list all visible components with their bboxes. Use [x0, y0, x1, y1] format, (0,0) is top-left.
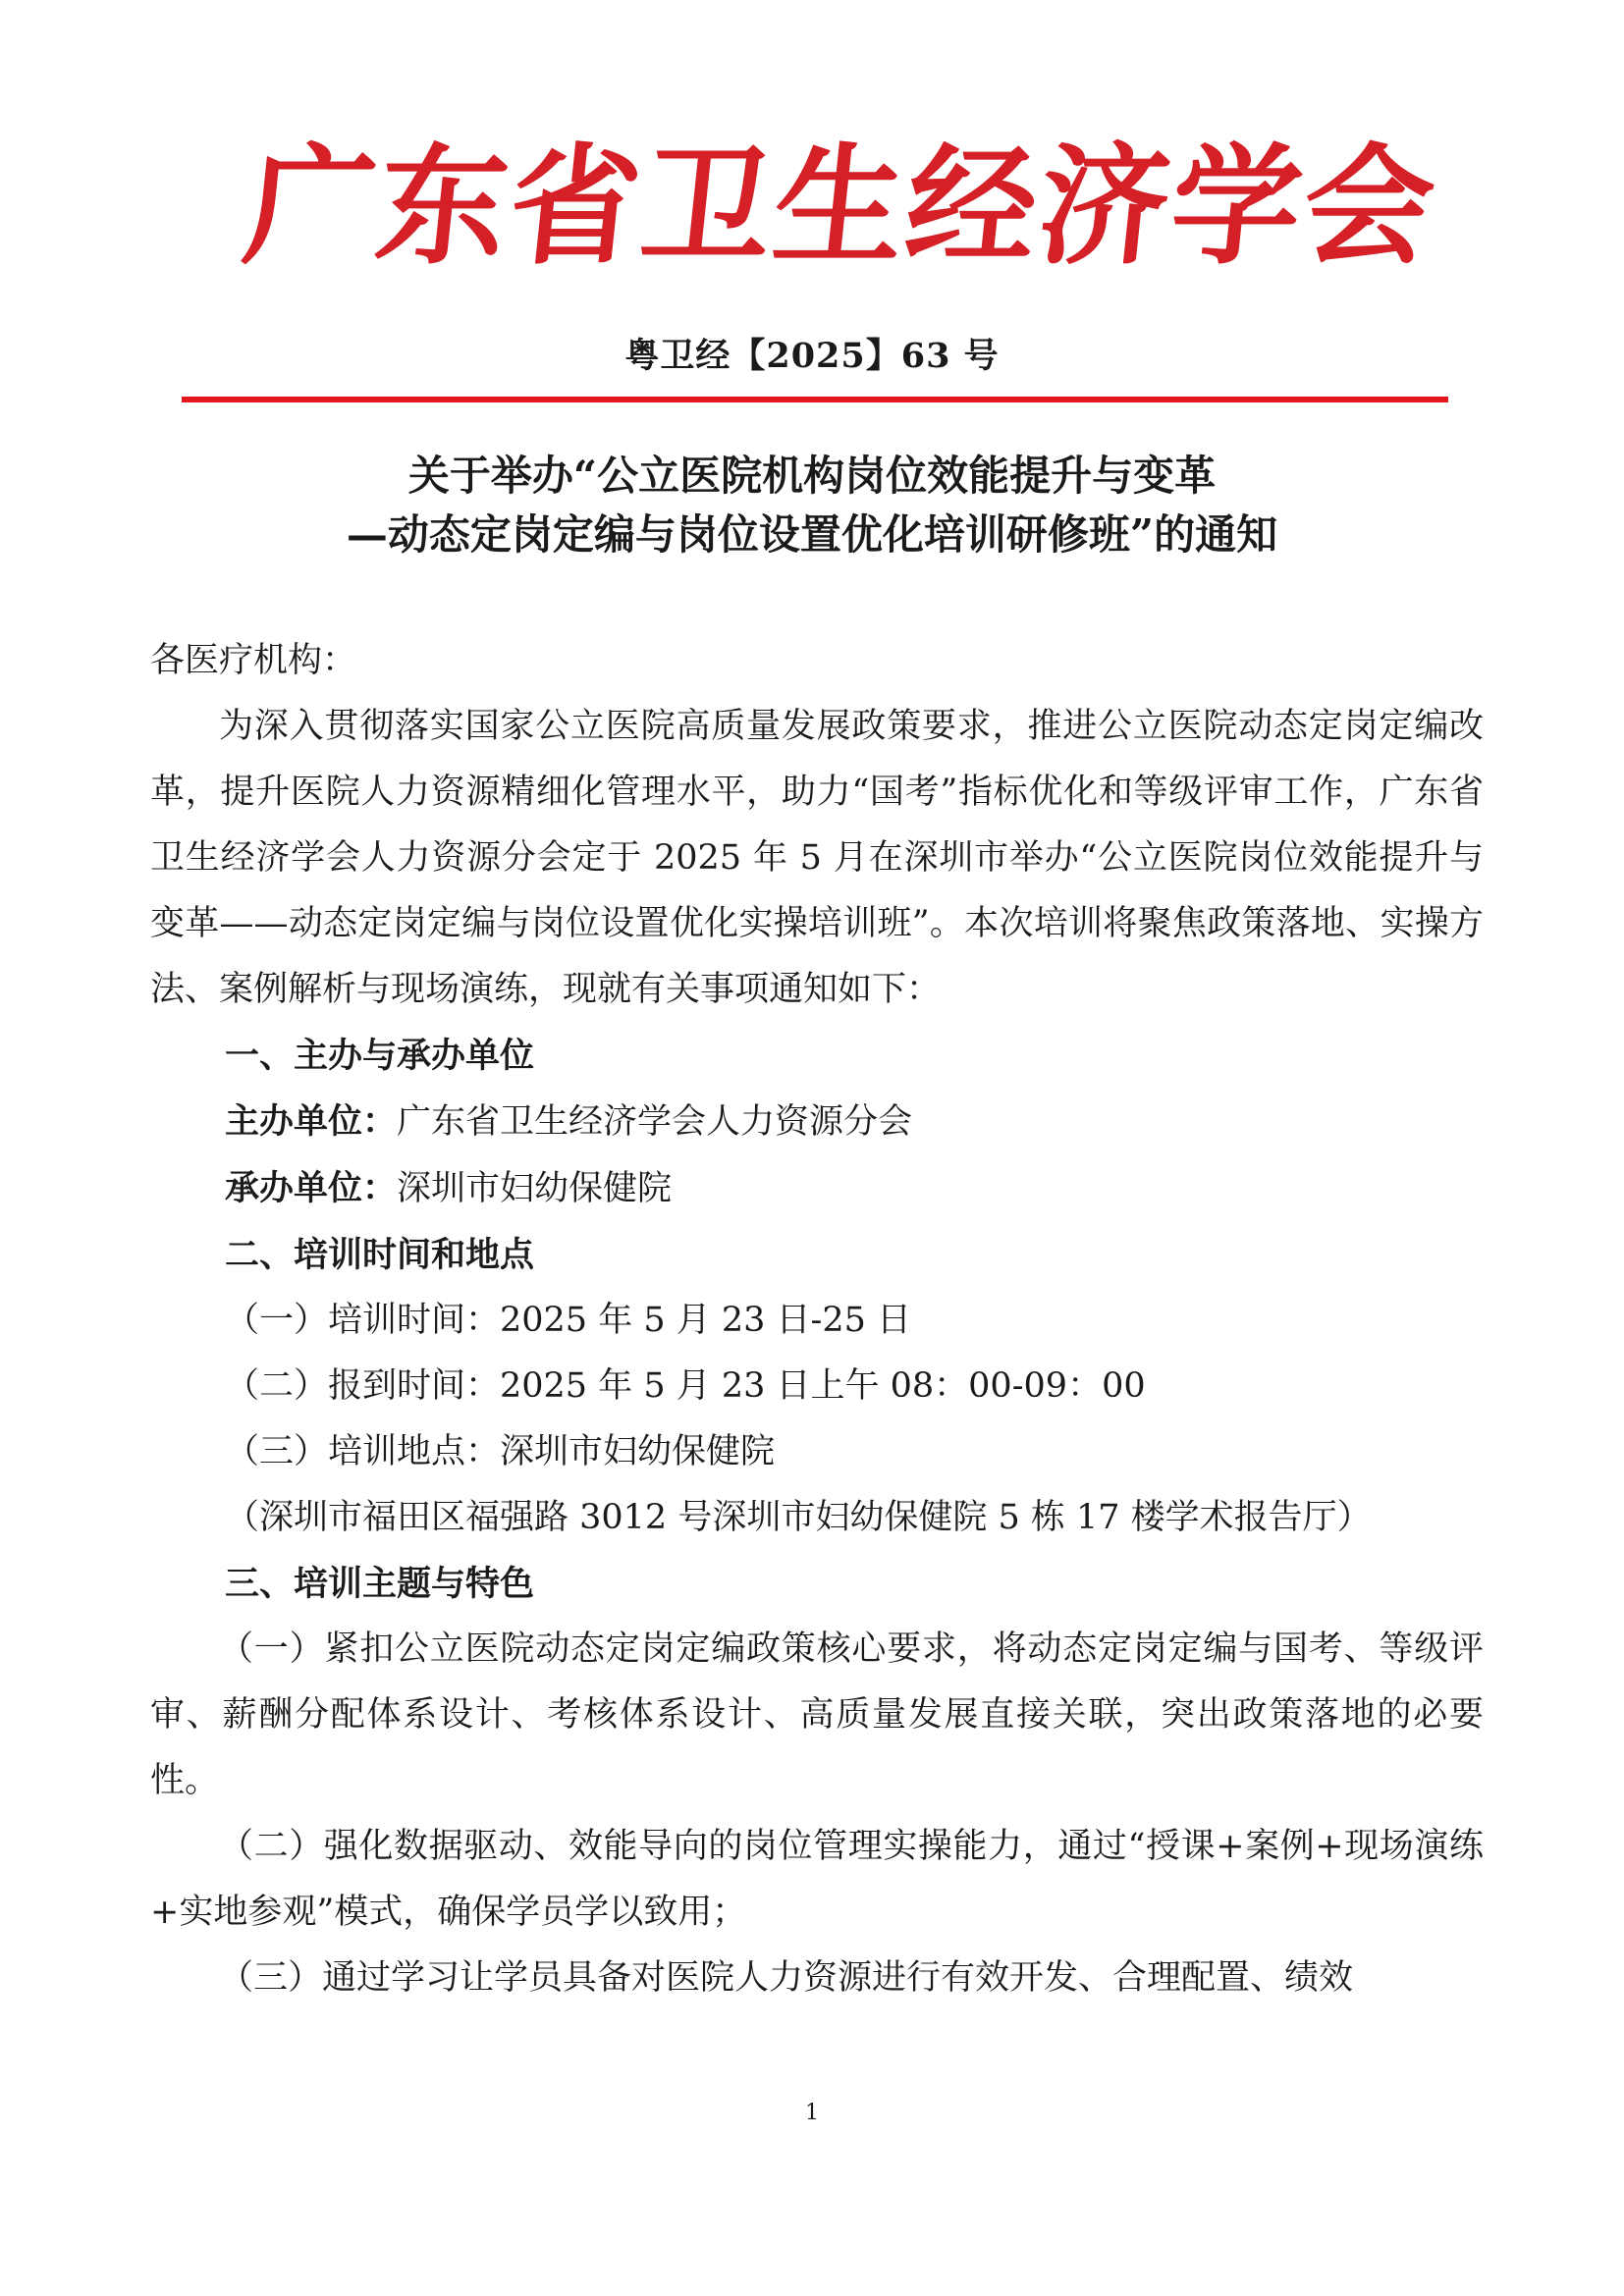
registration-time: （二）报到时间：2025 年 5 月 23 日上午 08：00-09：00: [225, 1366, 1146, 1406]
organizer-label: 承办单位：: [225, 1168, 398, 1208]
host-label: 主办单位：: [225, 1101, 398, 1142]
document-body: [150, 628, 1484, 2011]
training-time: （一）培训时间：2025 年 5 月 23 日-25 日: [225, 1301, 911, 1340]
host-value: 广东省卫生经济学会人力资源分会: [397, 1102, 913, 1142]
page-number: 1: [805, 2101, 819, 2125]
organizer-unit: [150, 1155, 1484, 1222]
organizer-value: 深圳市妇幼保健院: [397, 1169, 673, 1208]
title-line-1: 关于举办“公立医院机构岗位效能提升与变革: [407, 452, 1217, 500]
host-unit: [150, 1089, 1484, 1155]
letterhead-char: 学: [1164, 131, 1310, 283]
section-heading-2: 二、培训时间和地点: [225, 1235, 535, 1275]
section-heading-1: 一、主办与承办单位: [225, 1036, 535, 1076]
letterhead-char: 经: [898, 131, 1045, 283]
feature-paragraph-2: （二）强化数据驱动、效能导向的岗位管理实操能力，通过“授课+案例+现场演练+实地参观”模式，确保学员学以致用；: [150, 1827, 1484, 1932]
red-divider: [182, 397, 1448, 402]
letterhead-char: 东: [369, 131, 515, 283]
feature-paragraph-1: （一）紧扣公立医院动态定岗定编政策核心要求，将动态定岗定编与国考、等级评审、薪酬分配体系设计、考核体系设计、高质量发展直接关联，突出政策落地的必要性。: [150, 1629, 1484, 1800]
letterhead-char: 生: [766, 131, 913, 283]
section-heading-3: 三、培训主题与特色: [225, 1564, 535, 1604]
letterhead-char: 卫: [634, 131, 781, 283]
feature-paragraph-3: （三）通过学习让学员具备对医院人力资源进行有效开发、合理配置、绩效: [219, 1958, 1354, 1998]
title-line-2: —动态定岗定编与岗位设置优化培训研修班”的通知: [346, 510, 1278, 559]
letterhead-char: 省: [502, 131, 648, 283]
venue-address: （深圳市福田区福强路 3012 号深圳市妇幼保健院 5 栋 17 楼学术报告厅）: [225, 1498, 1372, 1537]
letterhead-char: 会: [1295, 131, 1442, 283]
letterhead-logo: [236, 116, 1442, 297]
intro-paragraph: 为深入贯彻落实国家公立医院高质量发展政策要求，推进公立医院动态定岗定编改革，提升医院人力资源精细化管理水平，助力“国考”指标优化和等级评审工作，广东省卫生经济学会人力资源分会定于 2025 年 5 月在深圳市举办“公立医院岗位效能提升与变革——动态定岗定编与岗位设置优化实操培训班”。本次培训将聚焦政策落地、实操方法、案例解析与现场演练，现就有关事项通知如下：: [150, 707, 1484, 1009]
document-number: 粤卫经【2025】63 号: [624, 336, 1000, 376]
letterhead-char: 济: [1031, 131, 1177, 283]
salutation: 各医疗机构：: [150, 641, 357, 680]
letterhead-char: 广: [237, 131, 384, 283]
document-title: [0, 447, 1624, 564]
training-venue: （三）培训地点：深圳市妇幼保健院: [225, 1432, 776, 1471]
